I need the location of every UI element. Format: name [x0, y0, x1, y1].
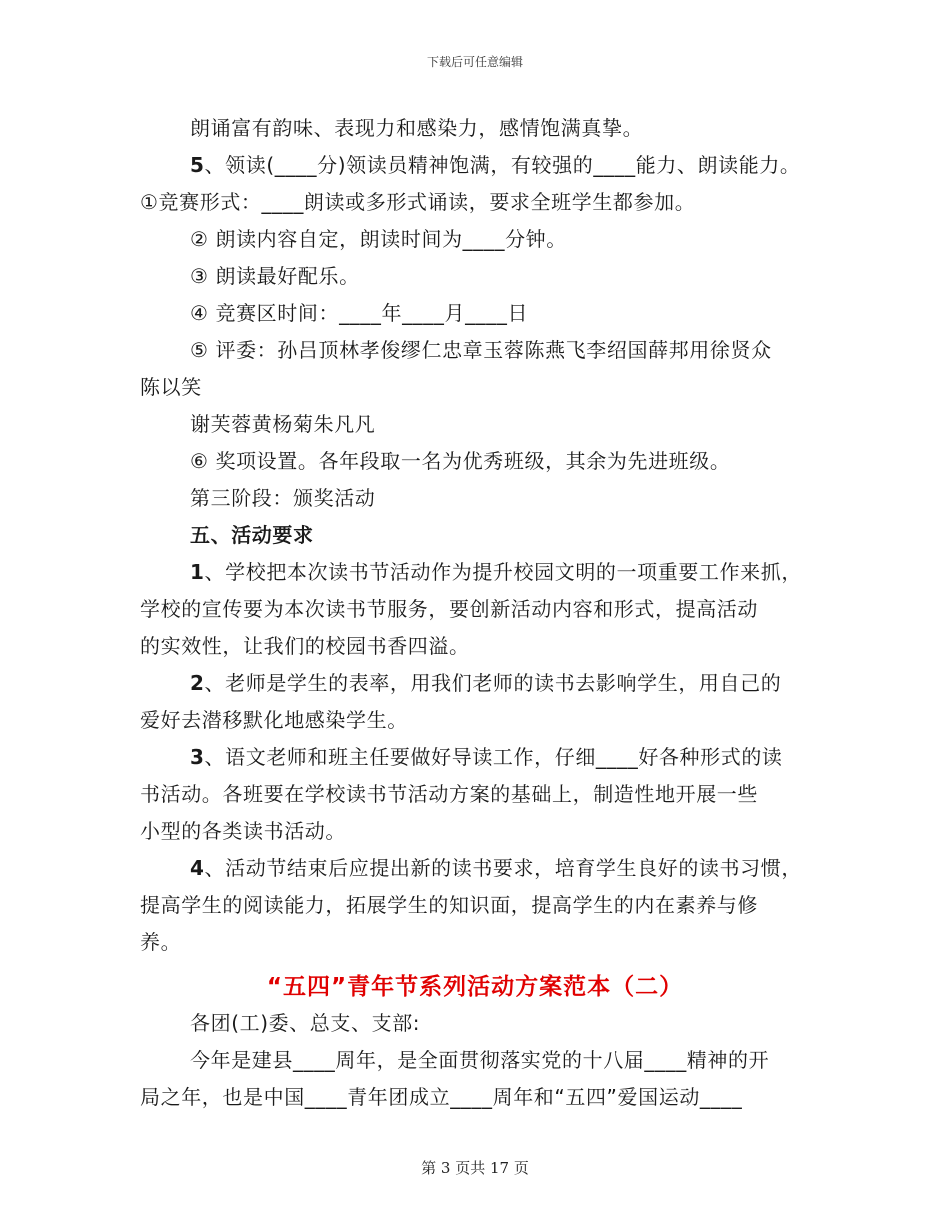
text-line: ⑤ 评委：孙吕顶林孝俊缪仁忠章玉蓉陈燕飞李绍国薛邦用徐贤众 — [190, 338, 772, 362]
text-line: 的实效性，让我们的校园书香四溢。 — [140, 634, 470, 658]
text-span: 、老师是学生的表率，用我们老师的读书去影响学生，用自己的 — [204, 671, 782, 695]
text-line: 爱好去潜移默化地感染学生。 — [140, 708, 408, 732]
text-line: 第三阶段：颁奖活动 — [190, 486, 376, 510]
item-number: 2 — [190, 671, 205, 695]
item-number: 5 — [190, 153, 205, 177]
text-line: 书活动。各班要在学校读书节活动方案的基础上，制造性地开展一些 — [140, 782, 758, 806]
text-line: ② 朗读内容自定，朗读时间为____分钟。 — [190, 227, 567, 251]
item-number: 3 — [190, 745, 205, 769]
text-line — [190, 153, 801, 177]
page-footer: 第 3 页共 17 页 — [421, 1159, 529, 1177]
page-header: 下载后可任意编辑 — [426, 55, 523, 69]
section-title: “五四”青年节系列活动方案范本（二） — [266, 974, 684, 1000]
text-line — [190, 856, 802, 880]
text-line: ①竞赛形式：____朗读或多形式诵读，要求全班学生都参加。 — [140, 190, 696, 214]
text-line: 小型的各类读书活动。 — [140, 819, 346, 843]
text-line: 陈以笑 — [140, 375, 202, 399]
text-line: 提高学生的阅读能力，拓展学生的知识面，提高学生的内在素养与修 — [140, 893, 758, 917]
section-heading: 五、活动要求 — [190, 523, 314, 547]
text-line: 谢芙蓉黄杨菊朱凡凡 — [190, 412, 376, 436]
text-line: 学校的宣传要为本次读书节服务，要创新活动内容和形式，提高活动 — [140, 597, 758, 621]
item-number: 4 — [190, 856, 205, 880]
text-line: 今年是建县____周年，是全面贯彻落实党的十八届____精神的开 — [190, 1048, 770, 1072]
text-line — [190, 745, 783, 769]
text-line — [190, 560, 802, 584]
text-span: 、语文老师和班主任要做好导读工作，仔细____好各种形式的读 — [204, 745, 783, 769]
text-line: ⑥ 奖项设置。各年段取一名为优秀班级，其余为先进班级。 — [190, 449, 731, 473]
text-line: ③ 朗读最好配乐。 — [190, 264, 360, 288]
text-line: ④ 竞赛区时间：____年____月____日 — [190, 301, 529, 325]
text-span: 、活动节结束后应提出新的读书要求，培育学生良好的读书习惯， — [204, 856, 802, 880]
text-line: 局之年，也是中国____青年团成立____周年和“五四”爱国运动____ — [140, 1085, 743, 1109]
text-line: 朗诵富有韵味、表现力和感染力，感情饱满真挚。 — [190, 116, 644, 140]
text-line — [190, 671, 781, 695]
text-line: 各团(工)委、总支、支部: — [190, 1011, 421, 1035]
text-line: 养。 — [140, 930, 182, 954]
text-span: 、领读(____分)领读员精神饱满，有较强的____能力、朗读能力。 — [204, 153, 801, 177]
text-span: 、学校把本次读书节活动作为提升校园文明的一项重要工作来抓， — [204, 560, 802, 584]
item-number: 1 — [190, 560, 205, 584]
